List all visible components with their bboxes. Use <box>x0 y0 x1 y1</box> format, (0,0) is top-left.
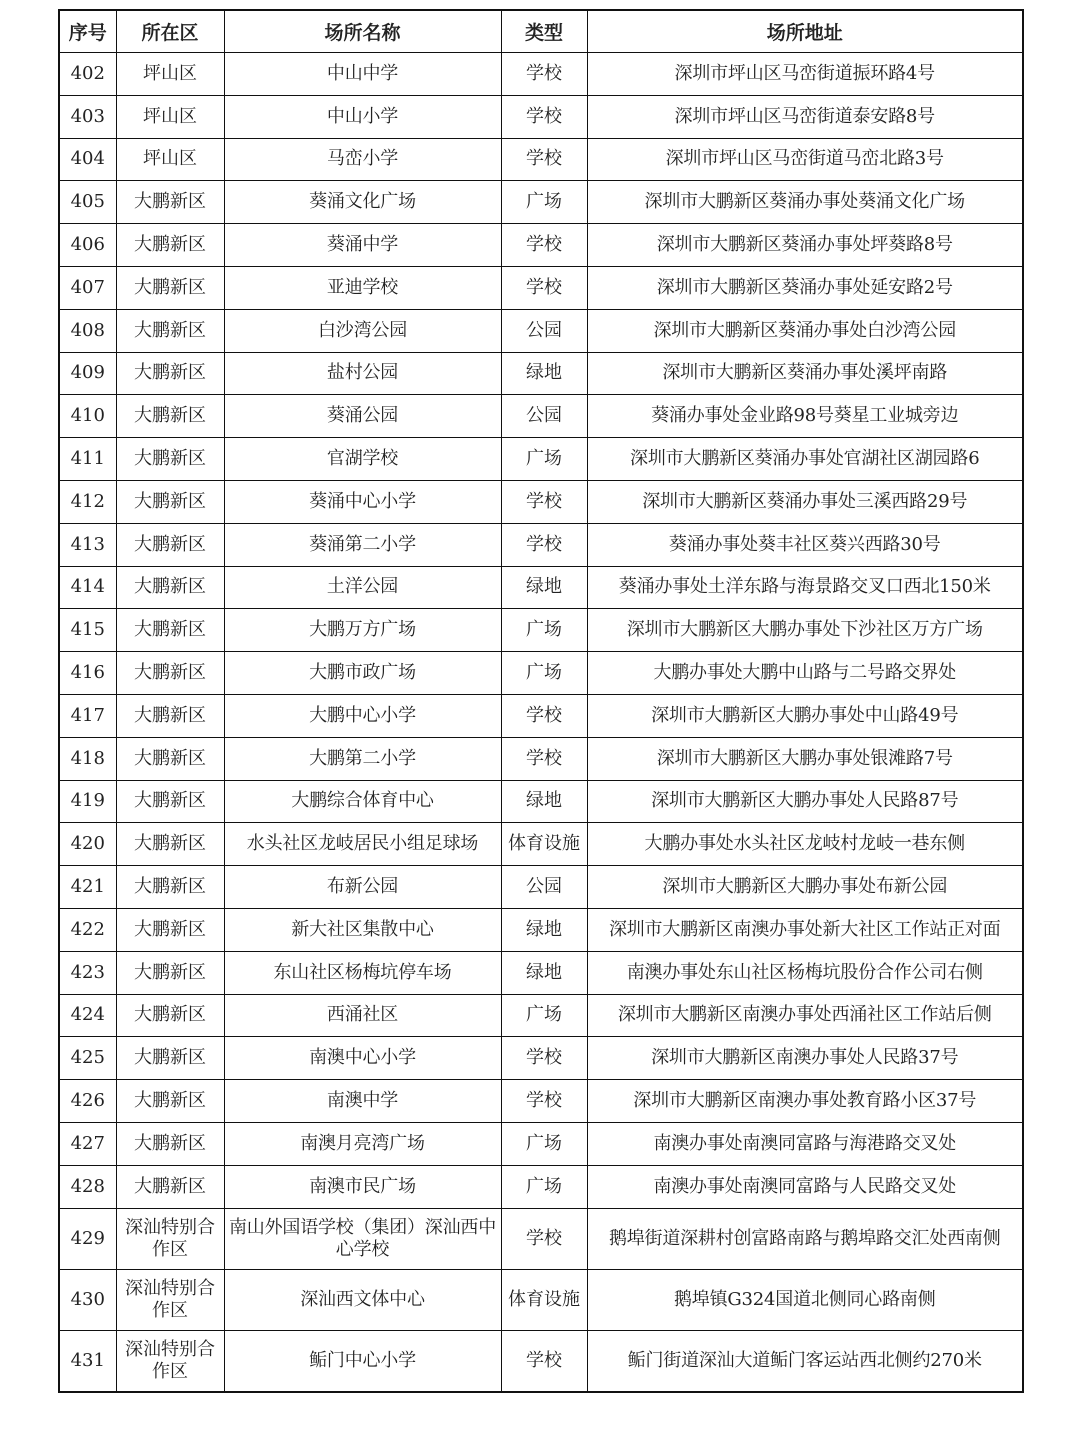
cell-name: 大鹏万方广场 <box>224 609 501 652</box>
cell-no: 428 <box>59 1165 116 1208</box>
cell-no: 419 <box>59 780 116 823</box>
cell-no: 421 <box>59 866 116 909</box>
cell-district: 大鹏新区 <box>116 395 224 438</box>
cell-type: 体育设施 <box>501 823 587 866</box>
cell-name: 布新公园 <box>224 866 501 909</box>
cell-type: 学校 <box>501 523 587 566</box>
cell-name: 盐村公园 <box>224 352 501 395</box>
cell-type: 学校 <box>501 1080 587 1123</box>
cell-district: 坪山区 <box>116 138 224 181</box>
table-row <box>59 138 1023 181</box>
cell-district: 坪山区 <box>116 53 224 96</box>
cell-address: 深圳市大鹏新区南澳办事处教育路小区37号 <box>587 1080 1023 1123</box>
cell-district: 大鹏新区 <box>116 1080 224 1123</box>
cell-type: 广场 <box>501 1165 587 1208</box>
header-no: 序号 <box>59 10 116 53</box>
cell-district: 大鹏新区 <box>116 908 224 951</box>
cell-no: 407 <box>59 266 116 309</box>
cell-type: 学校 <box>501 480 587 523</box>
table-row <box>59 737 1023 780</box>
table-row <box>59 1208 1023 1269</box>
table-row <box>59 95 1023 138</box>
cell-no: 429 <box>59 1208 116 1269</box>
cell-no: 403 <box>59 95 116 138</box>
cell-address: 深圳市大鹏新区葵涌办事处官湖社区湖园路6 <box>587 438 1023 481</box>
cell-district: 大鹏新区 <box>116 266 224 309</box>
cell-type: 广场 <box>501 1122 587 1165</box>
table-row <box>59 1330 1023 1392</box>
cell-district: 大鹏新区 <box>116 609 224 652</box>
cell-no: 414 <box>59 566 116 609</box>
cell-address: 深圳市大鹏新区大鹏办事处布新公园 <box>587 866 1023 909</box>
cell-type: 学校 <box>501 694 587 737</box>
cell-no: 417 <box>59 694 116 737</box>
cell-district: 大鹏新区 <box>116 352 224 395</box>
cell-address: 鲘门街道深汕大道鲘门客运站西北侧约270米 <box>587 1330 1023 1392</box>
table-row <box>59 652 1023 695</box>
cell-district: 大鹏新区 <box>116 480 224 523</box>
cell-type: 绿地 <box>501 908 587 951</box>
cell-name: 南澳月亮湾广场 <box>224 1122 501 1165</box>
cell-type: 体育设施 <box>501 1269 587 1330</box>
cell-no: 409 <box>59 352 116 395</box>
table-body <box>59 53 1023 1392</box>
cell-no: 425 <box>59 1037 116 1080</box>
cell-name: 马峦小学 <box>224 138 501 181</box>
cell-name: 葵涌中学 <box>224 224 501 267</box>
cell-address: 深圳市大鹏新区南澳办事处新大社区工作站正对面 <box>587 908 1023 951</box>
table-row <box>59 181 1023 224</box>
cell-name: 西涌社区 <box>224 994 501 1037</box>
table-row <box>59 994 1023 1037</box>
cell-district: 大鹏新区 <box>116 309 224 352</box>
cell-address: 深圳市坪山区马峦街道振环路4号 <box>587 53 1023 96</box>
header-address: 场所地址 <box>587 10 1023 53</box>
cell-address: 深圳市大鹏新区葵涌办事处三溪西路29号 <box>587 480 1023 523</box>
cell-no: 404 <box>59 138 116 181</box>
header-type: 类型 <box>501 10 587 53</box>
cell-no: 413 <box>59 523 116 566</box>
cell-address: 葵涌办事处葵丰社区葵兴西路30号 <box>587 523 1023 566</box>
table-row <box>59 609 1023 652</box>
cell-name: 南澳市民广场 <box>224 1165 501 1208</box>
document-page <box>58 9 1024 1393</box>
cell-name: 葵涌第二小学 <box>224 523 501 566</box>
cell-no: 415 <box>59 609 116 652</box>
cell-type: 公园 <box>501 309 587 352</box>
table-row <box>59 866 1023 909</box>
cell-district: 大鹏新区 <box>116 181 224 224</box>
cell-district: 深汕特别合作区 <box>116 1269 224 1330</box>
cell-address: 葵涌办事处金业路98号葵星工业城旁边 <box>587 395 1023 438</box>
cell-type: 公园 <box>501 866 587 909</box>
cell-name: 南山外国语学校（集团）深汕西中心学校 <box>224 1208 501 1269</box>
cell-no: 411 <box>59 438 116 481</box>
table-row <box>59 951 1023 994</box>
cell-district: 大鹏新区 <box>116 694 224 737</box>
cell-type: 学校 <box>501 1037 587 1080</box>
cell-name: 南澳中学 <box>224 1080 501 1123</box>
cell-name: 葵涌中心小学 <box>224 480 501 523</box>
cell-address: 鹅埠镇G324国道北侧同心路南侧 <box>587 1269 1023 1330</box>
cell-address: 南澳办事处南澳同富路与海港路交叉处 <box>587 1122 1023 1165</box>
cell-district: 大鹏新区 <box>116 523 224 566</box>
table-row <box>59 266 1023 309</box>
table-row <box>59 480 1023 523</box>
cell-no: 408 <box>59 309 116 352</box>
cell-no: 430 <box>59 1269 116 1330</box>
cell-name: 官湖学校 <box>224 438 501 481</box>
cell-address: 大鹏办事处水头社区龙岐村龙岐一巷东侧 <box>587 823 1023 866</box>
table-row <box>59 823 1023 866</box>
table-header <box>59 10 1023 53</box>
cell-district: 大鹏新区 <box>116 1122 224 1165</box>
table-row <box>59 352 1023 395</box>
cell-no: 431 <box>59 1330 116 1392</box>
cell-address: 深圳市大鹏新区大鹏办事处中山路49号 <box>587 694 1023 737</box>
cell-address: 深圳市大鹏新区南澳办事处人民路37号 <box>587 1037 1023 1080</box>
cell-type: 学校 <box>501 266 587 309</box>
cell-type: 绿地 <box>501 951 587 994</box>
cell-district: 大鹏新区 <box>116 994 224 1037</box>
cell-name: 葵涌文化广场 <box>224 181 501 224</box>
cell-address: 深圳市大鹏新区葵涌办事处溪坪南路 <box>587 352 1023 395</box>
cell-name: 南澳中心小学 <box>224 1037 501 1080</box>
cell-name: 大鹏市政广场 <box>224 652 501 695</box>
cell-type: 学校 <box>501 1330 587 1392</box>
cell-type: 学校 <box>501 224 587 267</box>
cell-name: 土洋公园 <box>224 566 501 609</box>
cell-type: 绿地 <box>501 352 587 395</box>
cell-name: 东山社区杨梅坑停车场 <box>224 951 501 994</box>
cell-no: 416 <box>59 652 116 695</box>
cell-type: 广场 <box>501 609 587 652</box>
cell-district: 大鹏新区 <box>116 566 224 609</box>
cell-no: 420 <box>59 823 116 866</box>
cell-district: 大鹏新区 <box>116 737 224 780</box>
cell-no: 427 <box>59 1122 116 1165</box>
cell-address: 深圳市坪山区马峦街道泰安路8号 <box>587 95 1023 138</box>
cell-name: 亚迪学校 <box>224 266 501 309</box>
cell-district: 大鹏新区 <box>116 224 224 267</box>
cell-address: 深圳市大鹏新区大鹏办事处下沙社区万方广场 <box>587 609 1023 652</box>
table-row <box>59 1269 1023 1330</box>
cell-no: 418 <box>59 737 116 780</box>
cell-district: 大鹏新区 <box>116 1165 224 1208</box>
cell-address: 深圳市大鹏新区葵涌办事处延安路2号 <box>587 266 1023 309</box>
cell-name: 大鹏中心小学 <box>224 694 501 737</box>
cell-name: 新大社区集散中心 <box>224 908 501 951</box>
cell-district: 大鹏新区 <box>116 951 224 994</box>
cell-type: 学校 <box>501 138 587 181</box>
cell-type: 学校 <box>501 95 587 138</box>
cell-district: 深汕特别合作区 <box>116 1330 224 1392</box>
table-row <box>59 1122 1023 1165</box>
cell-name: 大鹏第二小学 <box>224 737 501 780</box>
cell-district: 大鹏新区 <box>116 866 224 909</box>
cell-type: 公园 <box>501 395 587 438</box>
venue-table <box>58 9 1024 1393</box>
table-row <box>59 566 1023 609</box>
cell-no: 423 <box>59 951 116 994</box>
cell-no: 424 <box>59 994 116 1037</box>
cell-address: 葵涌办事处土洋东路与海景路交叉口西北150米 <box>587 566 1023 609</box>
header-name: 场所名称 <box>224 10 501 53</box>
cell-type: 广场 <box>501 652 587 695</box>
table-row <box>59 523 1023 566</box>
cell-address: 深圳市大鹏新区葵涌办事处坪葵路8号 <box>587 224 1023 267</box>
cell-address: 大鹏办事处大鹏中山路与二号路交界处 <box>587 652 1023 695</box>
cell-district: 大鹏新区 <box>116 780 224 823</box>
cell-type: 学校 <box>501 53 587 96</box>
cell-type: 广场 <box>501 994 587 1037</box>
cell-district: 大鹏新区 <box>116 652 224 695</box>
cell-address: 深圳市大鹏新区南澳办事处西涌社区工作站后侧 <box>587 994 1023 1037</box>
cell-district: 大鹏新区 <box>116 438 224 481</box>
cell-address: 南澳办事处东山社区杨梅坑股份合作公司右侧 <box>587 951 1023 994</box>
table-row <box>59 780 1023 823</box>
cell-address: 南澳办事处南澳同富路与人民路交叉处 <box>587 1165 1023 1208</box>
header-district: 所在区 <box>116 10 224 53</box>
cell-address: 深圳市大鹏新区大鹏办事处银滩路7号 <box>587 737 1023 780</box>
cell-district: 坪山区 <box>116 95 224 138</box>
table-row <box>59 309 1023 352</box>
cell-district: 大鹏新区 <box>116 1037 224 1080</box>
table-row <box>59 438 1023 481</box>
cell-address: 鹅埠街道深耕村创富路南路与鹅埠路交汇处西南侧 <box>587 1208 1023 1269</box>
cell-no: 426 <box>59 1080 116 1123</box>
cell-no: 406 <box>59 224 116 267</box>
cell-district: 深汕特别合作区 <box>116 1208 224 1269</box>
table-row <box>59 224 1023 267</box>
cell-name: 葵涌公园 <box>224 395 501 438</box>
cell-no: 412 <box>59 480 116 523</box>
cell-name: 深汕西文体中心 <box>224 1269 501 1330</box>
table-row <box>59 53 1023 96</box>
cell-type: 学校 <box>501 1208 587 1269</box>
cell-no: 405 <box>59 181 116 224</box>
cell-type: 绿地 <box>501 780 587 823</box>
cell-name: 白沙湾公园 <box>224 309 501 352</box>
table-row <box>59 908 1023 951</box>
table-row <box>59 1080 1023 1123</box>
cell-type: 广场 <box>501 438 587 481</box>
cell-type: 广场 <box>501 181 587 224</box>
cell-address: 深圳市大鹏新区大鹏办事处人民路87号 <box>587 780 1023 823</box>
table-row <box>59 1037 1023 1080</box>
table-row <box>59 395 1023 438</box>
cell-no: 410 <box>59 395 116 438</box>
cell-type: 绿地 <box>501 566 587 609</box>
cell-name: 大鹏综合体育中心 <box>224 780 501 823</box>
cell-name: 水头社区龙岐居民小组足球场 <box>224 823 501 866</box>
cell-address: 深圳市大鹏新区葵涌办事处白沙湾公园 <box>587 309 1023 352</box>
table-row <box>59 694 1023 737</box>
cell-name: 中山中学 <box>224 53 501 96</box>
table-row <box>59 1165 1023 1208</box>
cell-name: 中山小学 <box>224 95 501 138</box>
cell-no: 402 <box>59 53 116 96</box>
cell-no: 422 <box>59 908 116 951</box>
cell-type: 学校 <box>501 737 587 780</box>
cell-name: 鲘门中心小学 <box>224 1330 501 1392</box>
cell-district: 大鹏新区 <box>116 823 224 866</box>
cell-address: 深圳市坪山区马峦街道马峦北路3号 <box>587 138 1023 181</box>
cell-address: 深圳市大鹏新区葵涌办事处葵涌文化广场 <box>587 181 1023 224</box>
